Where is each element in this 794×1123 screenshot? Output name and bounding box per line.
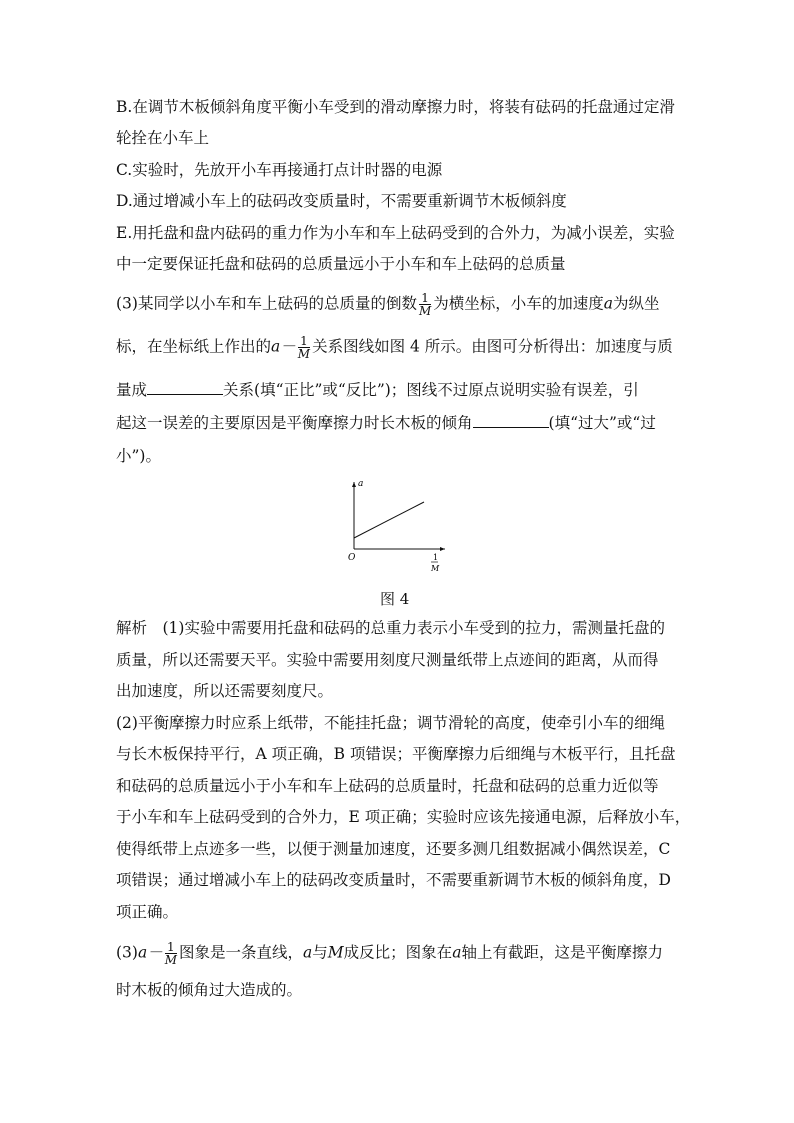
solution-line10: 项正确。 — [116, 903, 179, 921]
answer-blank-1[interactable] — [147, 380, 223, 395]
solution-line6: 和砝码的总质量远小于小车和车上砝码的总质量时，托盘和砝码的总重力近似等 — [116, 777, 659, 795]
q3-text-a: (3)某同学以小车和车上砝码的总质量的倒数 — [116, 294, 417, 313]
s11-text-e: 轴上有截距，这是平衡摩擦力 — [461, 943, 663, 962]
origin-label: O — [348, 553, 356, 563]
solution-line11 — [116, 941, 663, 966]
fraction-1-over-m-2 — [298, 335, 310, 360]
s11-text-c: 与 — [312, 943, 328, 962]
frac-num: 1 — [419, 292, 431, 305]
s11-text-b: 图象是一条直线， — [179, 943, 304, 962]
y-axis-arrow — [352, 482, 356, 487]
question-3-line5: 小”)。 — [116, 447, 161, 465]
s11-text-a: (3) — [116, 943, 138, 962]
option-b-line2: 轮拴在小车上 — [116, 129, 210, 147]
q3-text-h: 起这一误差的主要原因是平衡摩擦力时长木板的倾角 — [116, 414, 473, 432]
q3-text-f: 量成 — [116, 381, 148, 399]
y-axis-label: a — [358, 479, 364, 489]
solution-line7: 于小车和车上砝码受到的合外力，E 项正确；实验时应该先接通电源，后释放小车， — [116, 808, 691, 826]
q3-text-d: 标，在坐标纸上作出的 — [116, 337, 272, 356]
option-b-line1: B.在调节木板倾斜角度平衡小车受到的滑动摩擦力时，将装有砝码的托盘通过定滑 — [116, 98, 675, 116]
fraction-1-over-m — [419, 292, 431, 317]
question-3-line4 — [116, 413, 656, 433]
question-3-line2 — [116, 335, 673, 360]
answer-blank-2[interactable] — [473, 413, 549, 428]
q3-text-i: (填“过大”或“过 — [548, 414, 656, 432]
expr-a-minus: a－ — [271, 337, 296, 356]
data-line — [354, 502, 424, 538]
q3-text-c: 为纵坐 — [613, 294, 660, 313]
q3-text-e: 关系图线如图 4 所示。由图可分析得出：加速度与质 — [312, 337, 673, 356]
option-d: D.通过增减小车上的砝码改变质量时，不需要重新调节木板倾斜度 — [116, 192, 567, 210]
question-3-line3 — [116, 380, 639, 400]
solution-line9: 项错误；通过增减小车上的砝码改变质量时，不需要重新调节木板的倾斜角度，D — [116, 871, 671, 889]
option-e-line2: 中一定要保证托盘和砝码的总质量远小于小车和车上砝码的总质量 — [116, 255, 566, 273]
solution-line1: 解析 (1)实验中需要用托盘和砝码的总重力表示小车受到的拉力，需测量托盘的 — [116, 619, 665, 637]
frac-den-3: M — [164, 953, 178, 967]
x-label-den: M — [431, 564, 440, 573]
option-e-line1: E.用托盘和盘内砝码的重力作为小车和车上砝码受到的合外力，为减小误差，实验 — [116, 224, 675, 242]
frac-den-2: M — [297, 347, 311, 361]
solution-line5: 与长木板保持平行，A 项正确，B 项错误；平衡摩擦力后细绳与木板平行，且托盘 — [116, 745, 676, 763]
var-a-2: a — [303, 943, 313, 962]
q3-text-b: 为横坐标，小车的加速度 — [433, 294, 604, 313]
x-label-num: 1 — [433, 553, 439, 562]
fraction-1-over-m-3 — [165, 941, 177, 966]
solution-line12: 时木板的倾角过大造成的。 — [116, 981, 303, 999]
var-m: M — [327, 943, 344, 962]
figure-4-graph — [340, 474, 450, 584]
question-3-line1 — [116, 292, 660, 317]
frac-num-2: 1 — [298, 335, 310, 348]
solution-line4: (2)平衡摩擦力时应系上纸带，不能挂托盘；调节滑轮的高度，使牵引小车的细绳 — [116, 714, 665, 732]
solution-line2: 质量，所以还需要天平。实验中需要用刻度尺测量纸带上点迹间的距离，从而得 — [116, 651, 659, 669]
expr-a-minus-2: a－ — [137, 943, 163, 962]
s11-text-d: 成反比；图象在 — [343, 943, 453, 962]
q3-text-g: 关系(填“正比”或“反比”)；图线不过原点说明实验有误差，引 — [223, 381, 639, 399]
solution-line8: 使得纸带上点迹多一些，以便于测量加速度，还要多测几组数据减小偶然误差，C — [116, 840, 671, 858]
frac-den: M — [418, 304, 432, 318]
solution-line3: 出加速度，所以还需要刻度尺。 — [116, 682, 334, 700]
frac-num-3: 1 — [165, 941, 177, 954]
x-axis-arrow — [440, 547, 445, 551]
option-c: C.实验时，先放开小车再接通打点计时器的电源 — [116, 161, 443, 179]
figure-caption: 图 4 — [380, 590, 410, 608]
var-a-3: a — [452, 943, 462, 962]
var-a: a — [603, 294, 614, 313]
